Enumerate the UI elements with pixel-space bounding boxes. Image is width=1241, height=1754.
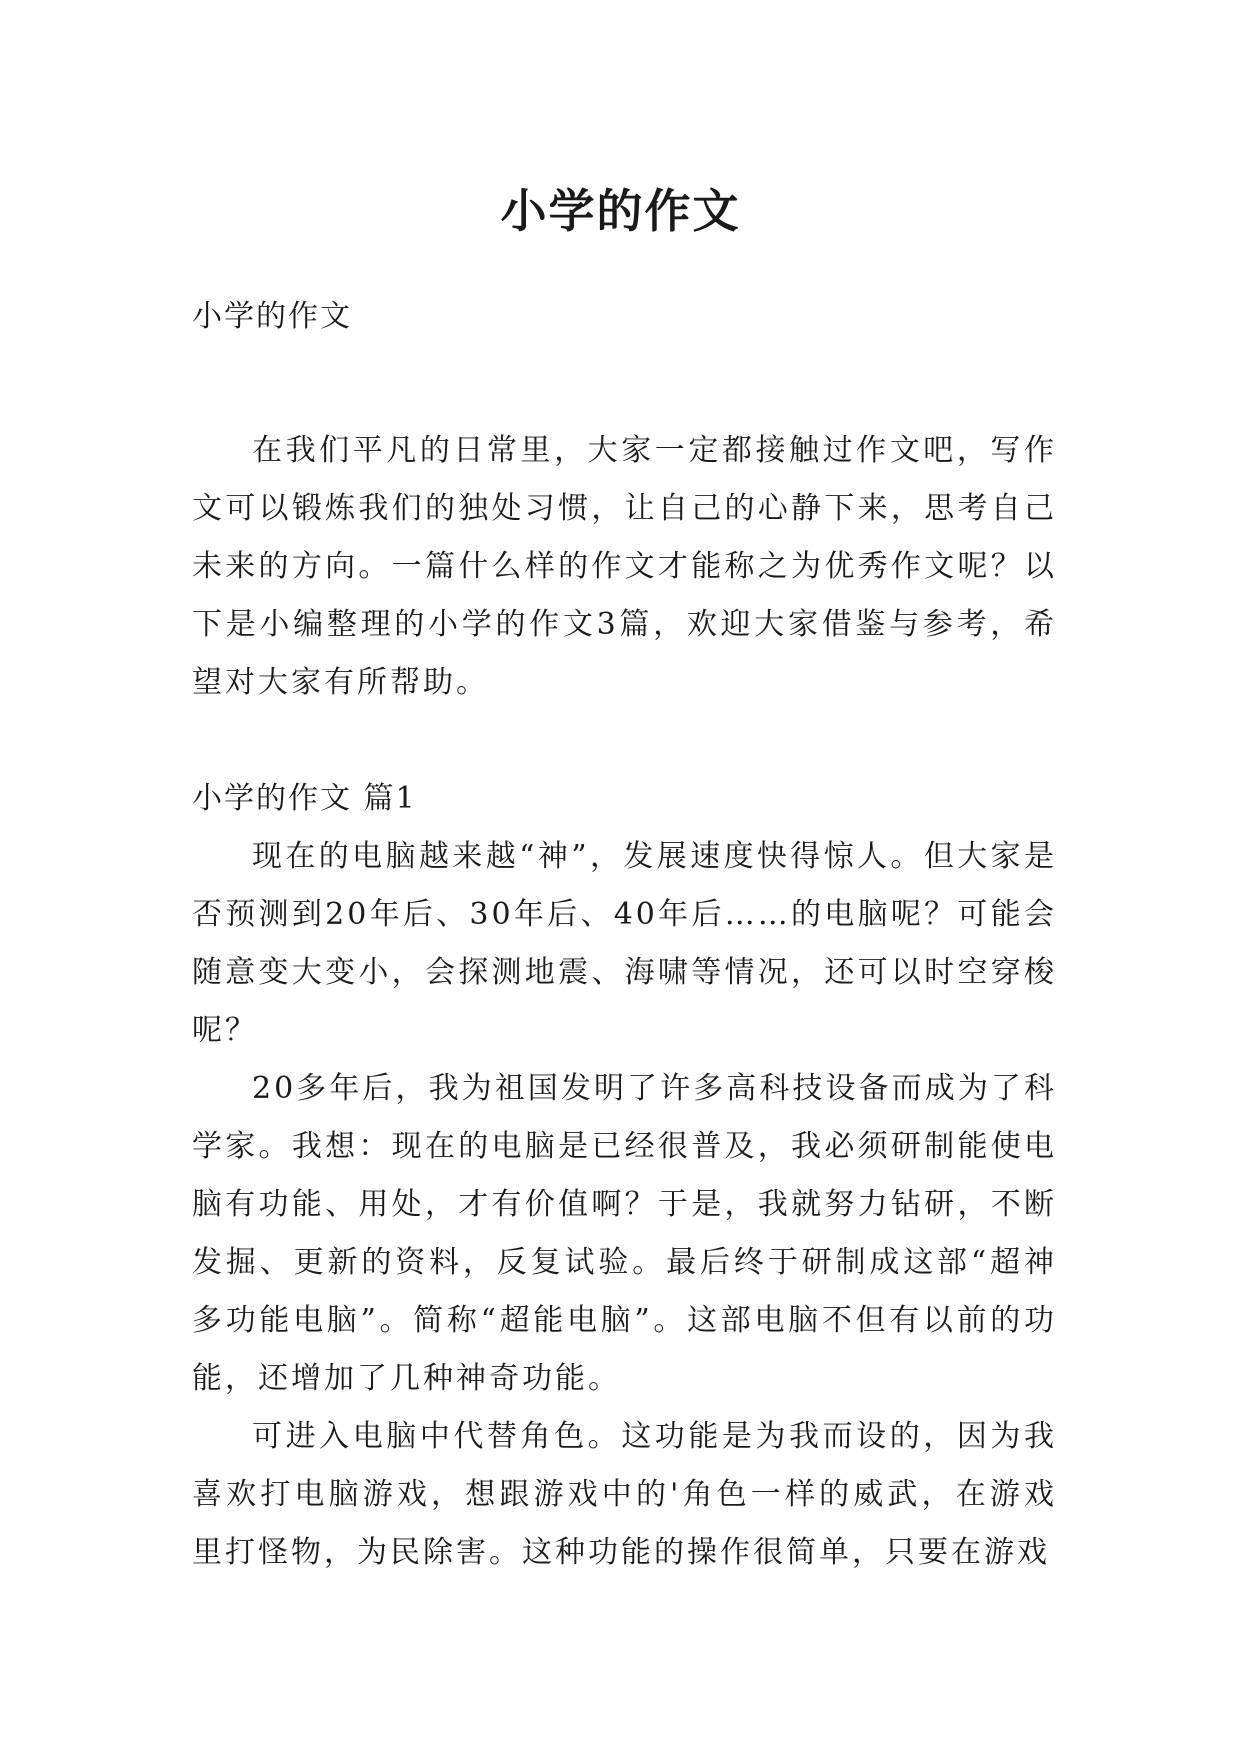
body-paragraph: 可进入电脑中代替角色。这功能是为我而设的，因为我喜欢打电脑游戏，想跟游戏中的'角色一样的威武，在游戏里打怪物，为民除害。这种功能的操作很简单，只要在游戏 — [192, 1419, 1057, 1570]
spacer — [192, 712, 1057, 770]
document-title: 小学的作文 — [500, 183, 741, 238]
body-paragraph: 20多年后，我为祖国发明了许多高科技设备而成为了科学家。我想：现在的电脑是已经很普及，我必须研制能使电脑有功能、用处，才有价值啊？于是，我就努力钻研，不断发掘、更新的资料，反复试验。最后终于研制成这部“超神多功能电脑”。简称“超能电脑”。这部电脑不但有以前的功能，还增加了几种神奇功能。 — [192, 1071, 1057, 1396]
intro-paragraph: 在我们平凡的日常里，大家一定都接触过作文吧，写作文可以锻炼我们的独处习惯，让自己的心静下来，思考自己未来的方向。一篇什么样的作文才能称之为优秀作文呢？以下是小编整理的小学的作文3篇，欢迎大家借鉴与参考，希望对大家有所帮助。 — [192, 433, 1057, 700]
section-heading: 小学的作文 篇1 — [192, 781, 417, 816]
document-subtitle: 小学的作文 — [192, 299, 352, 334]
document-body — [192, 288, 1057, 1582]
body-paragraph: 现在的电脑越来越“神”，发展速度快得惊人。但大家是否预测到20年后、30年后、40年后……的电脑呢？可能会随意变大变小，会探测地震、海啸等情况，还可以时空穿梭呢？ — [192, 839, 1057, 1048]
spacer — [192, 346, 1057, 422]
